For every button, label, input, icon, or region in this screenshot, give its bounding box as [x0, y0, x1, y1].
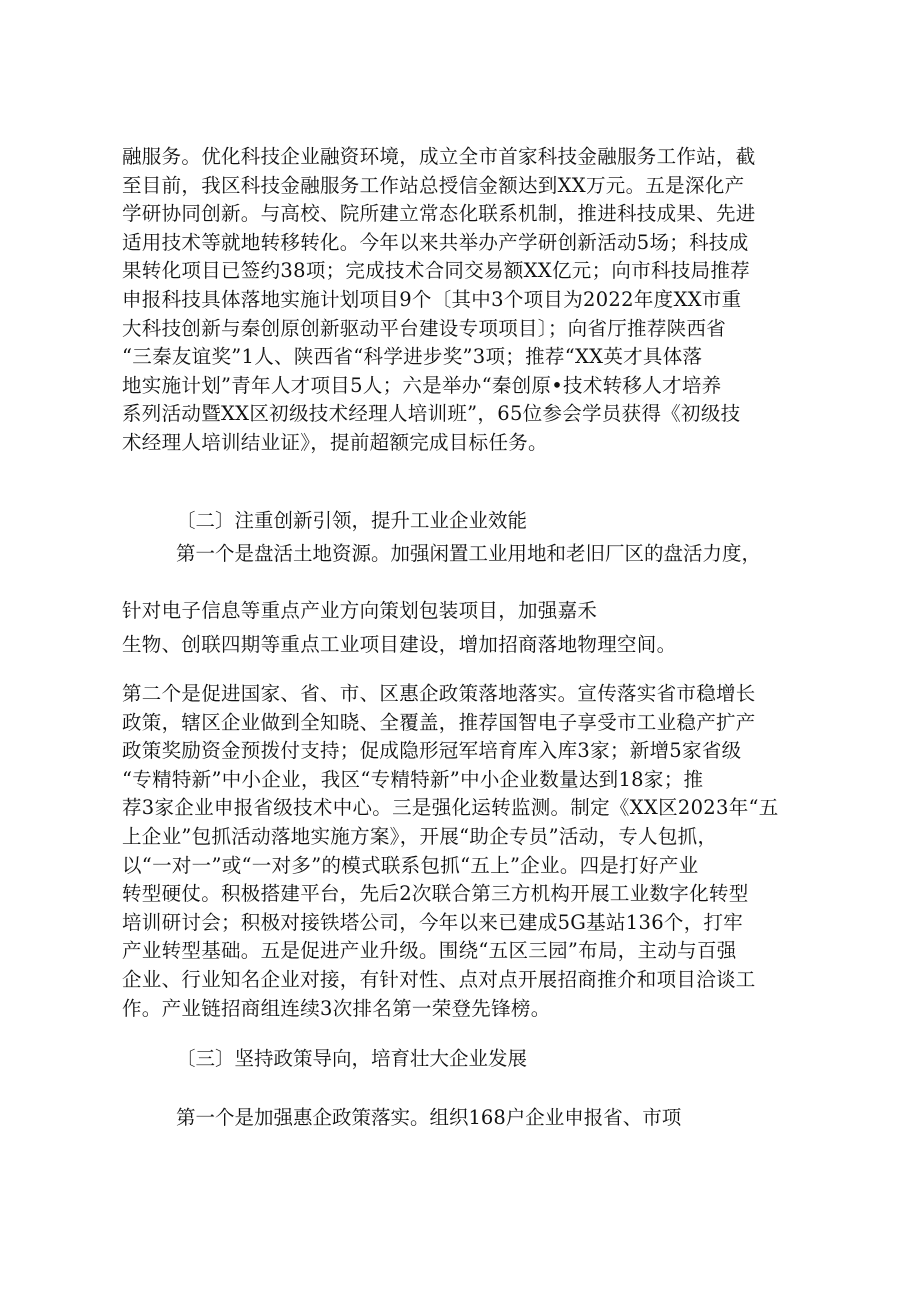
- text-line: 地实施计划”青年人才项目5人；六是举办“秦创原•技术转移人才培养: [122, 373, 722, 397]
- text-line: 系列活动暨XX区初级技术经理人培训班”，65位参会学员获得《初级技: [122, 402, 741, 426]
- text-line: 适用技术等就地转移转化。今年以来共举办产学研创新活动5场；科技成: [122, 230, 749, 254]
- text-line: 学研协同创新。与高校、院所建立常态化联系机制，推进科技成果、先进: [122, 202, 756, 226]
- paragraph-land-continuation: [122, 594, 802, 662]
- paragraph-subsidy-first-line: 第一个是加强惠企政策落实。组织168户企业申报省、市项: [176, 1106, 682, 1129]
- text-line: “三秦友谊奖”1人、陕西省“科学进步奖”3项；推荐“XX英才具体落: [122, 345, 703, 369]
- text-line: 荐3家企业申报省级技术中心。三是强化运转监测。制定《XX区2023年“五: [122, 796, 779, 820]
- text-line: 转型硬仗。积极搭建平台，先后2次联合第三方机构开展工业数字化转型: [122, 882, 749, 906]
- text-line: 针对电子信息等重点产业方向策划包装项目，加强嘉禾: [122, 599, 598, 622]
- text-line: 上企业”包抓活动落地实施方案》，开展“助企专员”活动，专人包抓，: [122, 824, 718, 848]
- text-line: 以“一对一”或“一对多”的模式联系包抓“五上”企业。四是打好产业: [122, 853, 699, 877]
- text-line: 第二个是促进国家、省、市、区惠企政策落地落实。宣传落实省市稳增长: [122, 682, 756, 705]
- text-line: 融服务。优化科技企业融资环境，成立全市首家科技金融服务工作站，截: [122, 145, 756, 168]
- paragraph-policy: [122, 680, 802, 1023]
- text-line: 果转化项目已签约38项；完成技术合同交易额XX亿元；向市科技局推荐: [122, 259, 750, 283]
- text-line: 政策奖励资金预拨付支持；促成隐形冠军培育库入库3家；新增5家省级: [122, 739, 742, 763]
- text-line: “专精特新”中小企业，我区“专精特新”中小企业数量达到18家；推: [122, 767, 704, 791]
- paragraph-tech-finance: [122, 143, 802, 458]
- text-line: 产业转型基础。五是促进产业升级。围绕“五区三园”布局，主动与百强: [122, 939, 737, 963]
- text-line: 政策，辖区企业做到全知晓、全覆盖，推荐国智电子享受市工业稳产扩产: [122, 710, 756, 734]
- section-heading-2: 〔二〕注重创新引领，提升工业企业效能: [176, 509, 528, 532]
- text-line: 申报科技具体落地实施计划项目9个〔其中3个项目为2022年度XX市重: [122, 287, 742, 311]
- text-line: 至目前，我区科技金融服务工作站总授信金额达到XX万元。五是深化产: [122, 173, 745, 197]
- text-line: 术经理人培训结业证》，提前超额完成目标任务。: [122, 430, 548, 454]
- paragraph-land-first-line: 第一个是盘活土地资源。加强闲置工业用地和老旧厂区的盘活力度，: [176, 542, 762, 565]
- section-heading-3: 〔三〕坚持政策导向，培育壮大企业发展: [176, 1047, 528, 1070]
- text-line: 生物、创联四期等重点工业项目建设，增加招商落地物理空间。: [122, 633, 677, 656]
- text-line: 作。产业链招商组连续3次排名第一荣登先锋榜。: [122, 996, 551, 1020]
- text-line: 大科技创新与秦创原创新驱动平台建设专项项目〕；向省厅推荐陕西省: [122, 316, 727, 340]
- text-line: 培训研讨会；积极对接铁塔公司，今年以来已建成5G基站136个，打牢: [122, 910, 744, 934]
- text-line: 企业、行业知名企业对接，有针对性、点对点开展招商推介和项目洽谈工: [122, 967, 756, 991]
